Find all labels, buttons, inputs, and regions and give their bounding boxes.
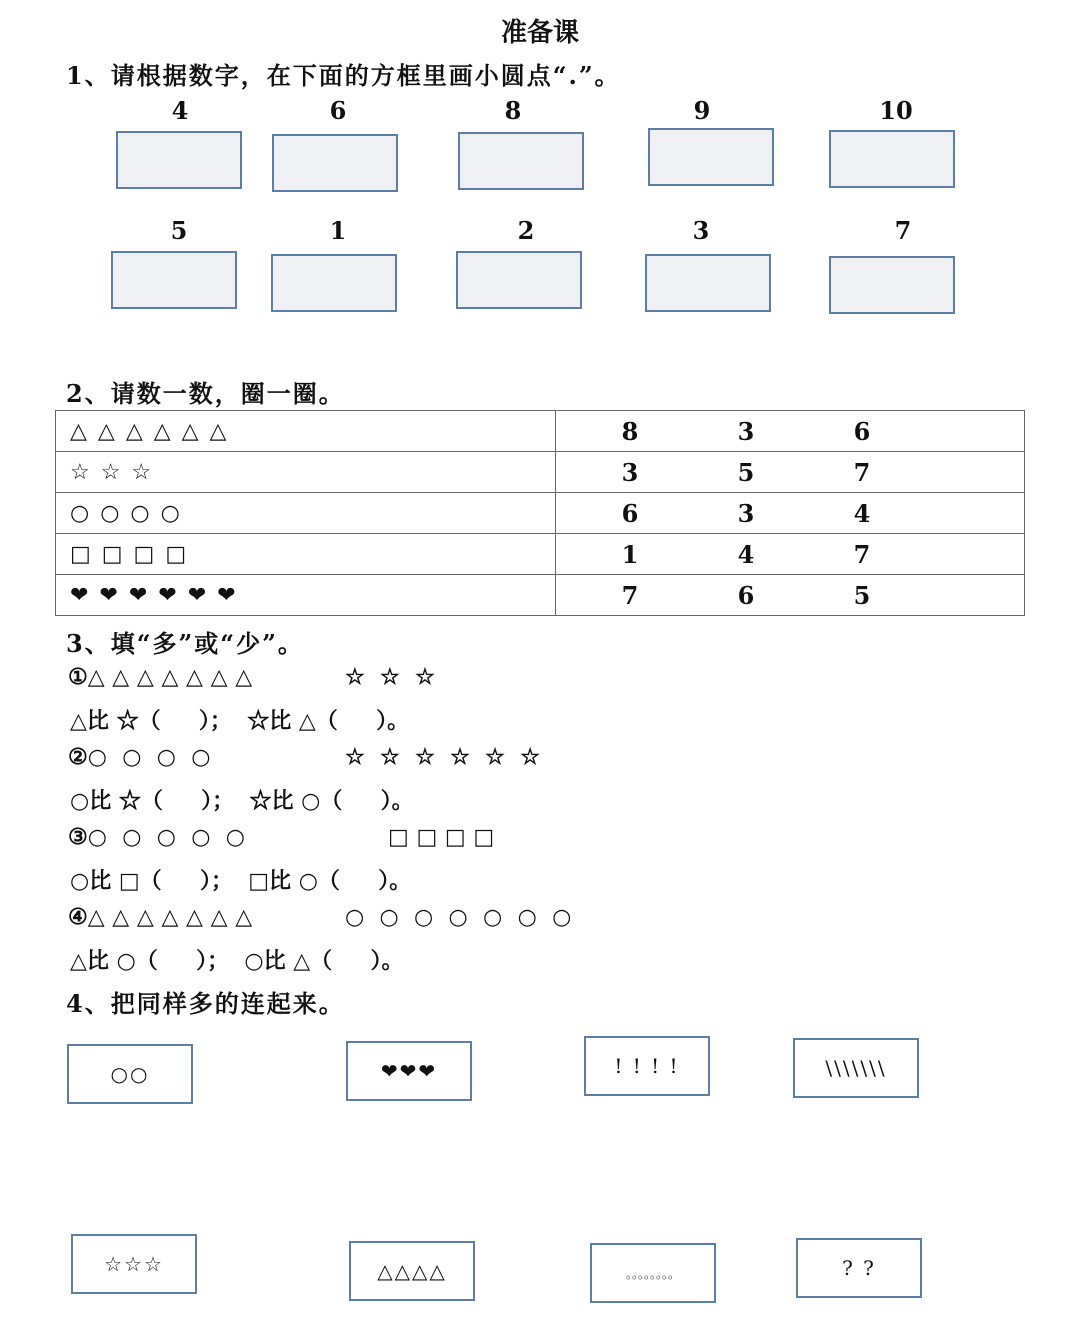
- option-number[interactable]: 3: [737, 498, 755, 528]
- shape-group: ☆ ☆ ☆: [56, 452, 556, 493]
- q4-heading: 4、把同样多的连起来。: [66, 989, 345, 1018]
- option-number[interactable]: 4: [853, 498, 871, 528]
- option-number[interactable]: 1: [621, 539, 639, 569]
- q3-right-shapes: ☆ ☆ ☆ ☆ ☆ ☆: [345, 744, 540, 770]
- q3-right-shapes: ○ ○ ○ ○ ○ ○ ○: [345, 904, 572, 930]
- option-number[interactable]: 3: [621, 457, 639, 487]
- option-number[interactable]: 7: [853, 457, 871, 487]
- shape-group: ○ ○ ○ ○: [56, 493, 556, 534]
- option-number[interactable]: 6: [737, 580, 755, 610]
- dot-answer-box[interactable]: [645, 254, 771, 312]
- q1-number: 2: [517, 216, 535, 245]
- q1-number: 9: [693, 96, 711, 125]
- q3-heading: 3、填“多”或“少”。: [66, 629, 304, 658]
- dot-answer-box[interactable]: [829, 130, 955, 188]
- match-box-bottom[interactable]: ? ?: [796, 1238, 922, 1298]
- option-number[interactable]: 8: [621, 416, 639, 446]
- q3-right-shapes: ☆ ☆ ☆: [345, 664, 435, 690]
- q1-number: 10: [879, 96, 913, 125]
- q2-heading: 2、请数一数，圈一圈。: [66, 379, 345, 408]
- option-number[interactable]: 7: [621, 580, 639, 610]
- dot-answer-box[interactable]: [116, 131, 242, 189]
- shape-group: □ □ □ □: [56, 534, 556, 575]
- q1-heading: 1、请根据数字，在下面的方框里画小圆点“.”。: [66, 61, 621, 90]
- match-box-top[interactable]: ! ! ! !: [584, 1036, 710, 1096]
- answer-options: [556, 452, 1025, 493]
- dot-answer-box[interactable]: [458, 132, 584, 190]
- dot-answer-box[interactable]: [648, 128, 774, 186]
- dot-answer-box[interactable]: [456, 251, 582, 309]
- option-number[interactable]: 4: [737, 539, 755, 569]
- match-box-top[interactable]: ❤❤❤: [346, 1041, 472, 1101]
- option-number[interactable]: 6: [621, 498, 639, 528]
- q1-number: 7: [894, 216, 912, 245]
- match-box-top[interactable]: ○○: [67, 1044, 193, 1104]
- shape-group: △ △ △ △ △ △: [56, 411, 556, 452]
- match-box-top[interactable]: \\\\\\\: [793, 1038, 919, 1098]
- q1-number: 5: [170, 216, 188, 245]
- option-number[interactable]: 5: [737, 457, 755, 487]
- q3-compare-line[interactable]: △比 ☆（ ）； ☆比 △（ ）。: [70, 708, 410, 734]
- q3-left-shapes: ②○ ○ ○ ○: [68, 744, 211, 770]
- q3-compare-line[interactable]: ○比 □（ ）； □比 ○（ ）。: [70, 868, 412, 894]
- match-box-bottom[interactable]: 。。。。。。。。: [590, 1243, 716, 1303]
- option-number[interactable]: 3: [737, 416, 755, 446]
- q1-number: 8: [504, 96, 522, 125]
- table-row: [56, 575, 1025, 616]
- q3-compare-line[interactable]: △比 ○（ ）； ○比 △（ ）。: [70, 948, 404, 974]
- q3-left-shapes: ①△ △ △ △ △ △ △: [68, 664, 253, 690]
- match-box-bottom[interactable]: △△△△: [349, 1241, 475, 1301]
- answer-options: [556, 534, 1025, 575]
- answer-options: [556, 575, 1025, 616]
- shape-group: ❤ ❤ ❤ ❤ ❤ ❤: [56, 575, 556, 616]
- option-number[interactable]: 5: [853, 580, 871, 610]
- q1-number: 4: [171, 96, 189, 125]
- table-row: [56, 493, 1025, 534]
- table-row: [56, 452, 1025, 493]
- dot-answer-box[interactable]: [271, 254, 397, 312]
- q3-right-shapes: □ □ □ □: [388, 824, 495, 850]
- answer-options: [556, 411, 1025, 452]
- dot-answer-box[interactable]: [111, 251, 237, 309]
- q1-number: 3: [692, 216, 710, 245]
- dot-answer-box[interactable]: [829, 256, 955, 314]
- answer-options: [556, 493, 1025, 534]
- q3-left-shapes: ③○ ○ ○ ○ ○: [68, 824, 245, 850]
- page-title: 准备课: [500, 18, 579, 48]
- q1-number: 6: [329, 96, 347, 125]
- option-number[interactable]: 7: [853, 539, 871, 569]
- q1-number: 1: [329, 216, 347, 245]
- table-row: [56, 534, 1025, 575]
- q3-left-shapes: ④△ △ △ △ △ △ △: [68, 904, 253, 930]
- table-row: [56, 411, 1025, 452]
- dot-answer-box[interactable]: [272, 134, 398, 192]
- q3-compare-line[interactable]: ○比 ☆（ ）； ☆比 ○（ ）。: [70, 788, 414, 814]
- match-box-bottom[interactable]: ☆☆☆: [71, 1234, 197, 1294]
- option-number[interactable]: 6: [853, 416, 871, 446]
- count-and-circle-table: [55, 410, 1025, 616]
